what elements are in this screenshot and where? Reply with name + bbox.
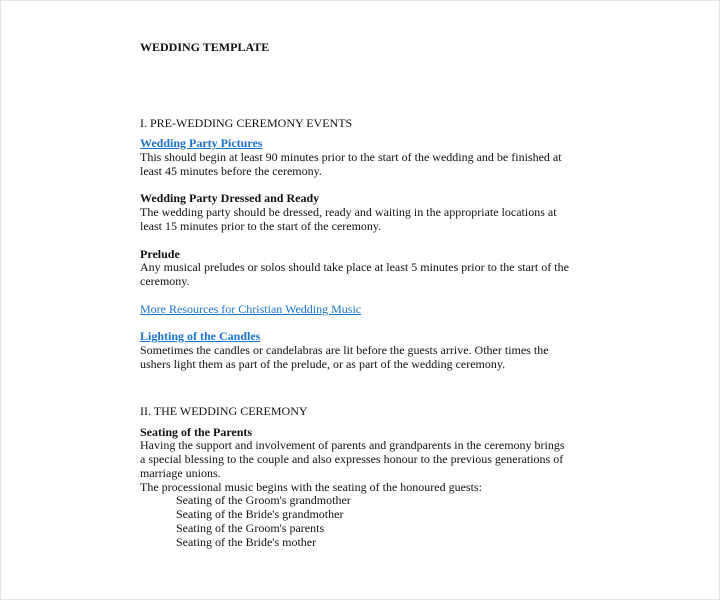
subheading: Wedding Party Dressed and Ready [140,191,320,205]
list-item: Seating of the Bride's mother [176,535,317,549]
subheading: Prelude [140,247,180,261]
wedding-party-pictures-link[interactable]: Wedding Party Pictures [140,136,263,150]
list-item: Seating of the Groom's parents [176,521,325,535]
paragraph-line: Sometimes the candles or candelabras are lit before the guests arrive. Other times the [140,343,549,357]
subheading: Seating of the Parents [140,425,253,439]
paragraph-line: ushers light them as part of the prelude, or as part of the wedding ceremony. [140,357,506,371]
lighting-of-candles-link[interactable]: Lighting of the Candles [140,329,261,343]
list-item: Seating of the Groom's grandmother [176,493,351,507]
paragraph-line: Having the support and involvement of parents and grandparents in the ceremony brings [140,438,565,452]
list-item: Seating of the Bride's grandmother [176,507,344,521]
section-heading: I. PRE-WEDDING CEREMONY EVENTS [140,116,353,130]
paragraph-line: marriage unions. [140,466,221,480]
paragraph-line: The processional music begins with the seating of the honoured guests: [140,480,482,494]
paragraph-line: The wedding party should be dressed, ready and waiting in the appropriate locations at [140,205,557,219]
paragraph-line: least 45 minutes before the ceremony. [140,164,322,178]
paragraph-line: Any musical preludes or solos should take place at least 5 minutes prior to the start of the [140,260,569,274]
document-title: WEDDING TEMPLATE [140,40,270,54]
section-heading: II. THE WEDDING CEREMONY [140,404,308,418]
paragraph-line: a special blessing to the couple and also expresses honour to the previous generations of [140,452,564,466]
paragraph-line: This should begin at least 90 minutes prior to the start of the wedding and be finished at [140,150,562,164]
more-resources-link[interactable]: More Resources for Christian Wedding Music [140,302,362,316]
paragraph-line: least 15 minutes prior to the start of the ceremony. [140,219,382,233]
paragraph-line: ceremony. [140,274,190,288]
